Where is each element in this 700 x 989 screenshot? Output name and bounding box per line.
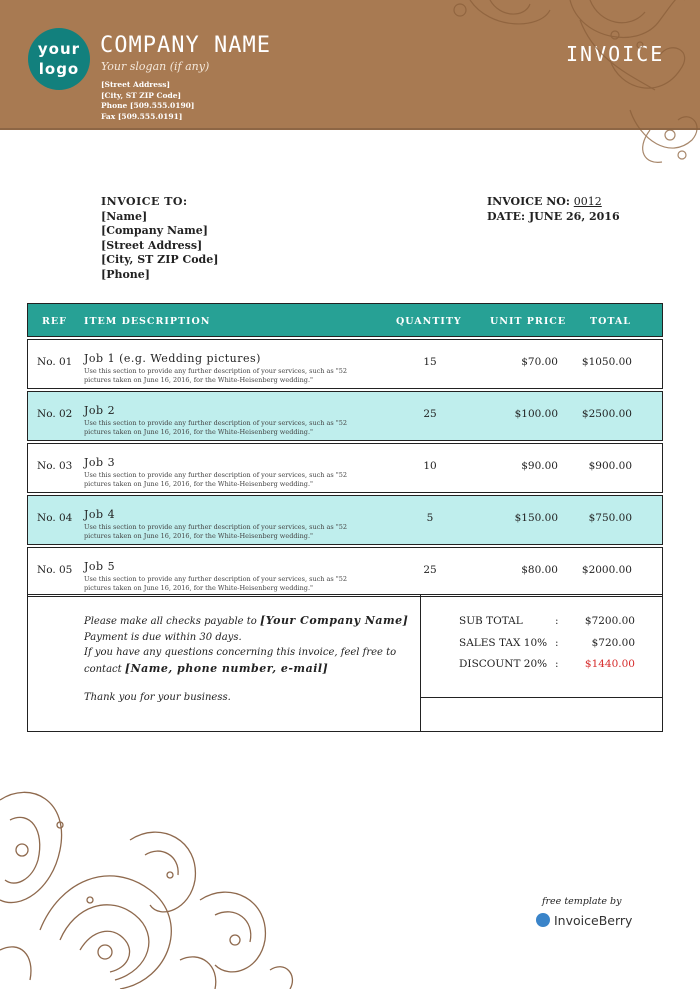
invoice-date: JUNE 26, 2016	[528, 209, 620, 223]
tax-label: SALES TAX 10%	[459, 637, 548, 649]
row-ref: No. 02	[37, 408, 73, 420]
notes-box	[27, 594, 421, 732]
notes-line-payable	[84, 613, 408, 630]
company-address	[101, 80, 194, 122]
row-job: Job 4	[84, 508, 116, 521]
notes-line-due: Payment is due within 30 days.	[84, 631, 242, 643]
invoiceberry-logo[interactable]	[536, 913, 632, 928]
address-fax: Fax [509.555.0191]	[101, 111, 183, 121]
row-description: Use this section to provide any further description of your services, such as "52 pictures taken on June 16, 2016, for the White-Heisenberg wedding."	[84, 523, 348, 540]
invoiceberry-dot-icon	[536, 913, 550, 927]
bill-to-city: [City, ST ZIP Code]	[101, 253, 219, 266]
header-ref: REF	[42, 316, 67, 327]
row-description: Use this section to provide any further description of your services, such as "52 pictures taken on June 16, 2016, for the White-Heisenberg wedding."	[84, 575, 348, 592]
row-ref: No. 01	[37, 356, 73, 368]
summary-box	[421, 594, 663, 698]
invoice-number-line	[487, 195, 620, 210]
table-row	[27, 339, 663, 389]
address-city: [City, ST ZIP Code]	[101, 90, 182, 100]
address-street: [Street Address]	[101, 80, 171, 89]
row-total: $750.00	[588, 512, 632, 524]
row-job: Job 3	[84, 456, 116, 469]
header-total: TOTAL	[590, 316, 631, 327]
notes-payable-text: Please make all checks payable to	[84, 616, 257, 627]
row-quantity: 10	[423, 460, 437, 472]
row-total: $2500.00	[581, 408, 632, 420]
row-description: Use this section to provide any further description of your services, such as "52 pictures taken on June 16, 2016, for the White-Heisenberg wedding."	[84, 471, 348, 488]
subtotal-label: SUB TOTAL	[459, 615, 523, 627]
company-slogan: Your slogan (if any)	[101, 60, 210, 73]
tax-colon: :	[555, 637, 559, 649]
paisley-ornament-bottom-icon	[0, 780, 300, 989]
table-header	[27, 303, 663, 337]
row-ref: No. 04	[37, 512, 73, 524]
company-name: COMPANY NAME	[100, 33, 271, 58]
row-description: Use this section to provide any further description of your services, such as "52 pictures taken on June 16, 2016, for the White-Heisenberg wedding."	[84, 419, 348, 436]
row-unit-price: $100.00	[514, 408, 558, 420]
invoice-title: INVOICE	[566, 42, 665, 66]
table-row	[27, 443, 663, 493]
address-phone: Phone [509.555.0190]	[101, 101, 195, 110]
row-quantity: 15	[423, 356, 437, 368]
logo	[28, 28, 90, 90]
row-job: Job 5	[84, 560, 116, 573]
row-ref: No. 03	[37, 460, 73, 472]
subtotal-value: $7200.00	[584, 615, 635, 627]
brand-name: InvoiceBerry	[554, 913, 633, 928]
logo-text-2: logo	[38, 60, 80, 78]
row-unit-price: $80.00	[521, 564, 558, 576]
subtotal-colon: :	[555, 615, 559, 627]
row-total: $2000.00	[581, 564, 632, 576]
row-quantity: 5	[426, 512, 434, 524]
header-description: ITEM DESCRIPTION	[84, 316, 211, 327]
paisley-ornament-top-icon	[430, 0, 700, 170]
table-row	[27, 495, 663, 545]
grand-total-box	[421, 698, 663, 732]
notes-contact-text: contact	[84, 663, 122, 675]
invoice-number-label: INVOICE NO:	[487, 195, 570, 208]
bill-to-name: [Name]	[101, 209, 148, 223]
notes-line-contact	[84, 661, 408, 678]
invoice-date-label: DATE:	[487, 209, 526, 223]
header-quantity: QUANTITY	[396, 316, 462, 327]
row-job: Job 1 (e.g. Wedding pictures)	[84, 352, 261, 365]
payment-notes	[84, 613, 408, 706]
logo-text-1: your	[37, 40, 81, 58]
row-total: $900.00	[588, 460, 632, 472]
notes-thanks: Thank you for your business.	[84, 692, 231, 703]
bill-to-block	[101, 195, 218, 282]
notes-line-questions: If you have any questions concerning this invoice, feel free to	[84, 647, 397, 658]
table-row	[27, 547, 663, 597]
discount-label: DISCOUNT 20%	[459, 658, 548, 670]
row-description: Use this section to provide any further description of your services, such as "52 pictures taken on June 16, 2016, for the White-Heisenberg wedding."	[84, 367, 348, 384]
items-table	[27, 303, 663, 597]
template-credit: free template by	[542, 896, 622, 907]
row-unit-price: $90.00	[521, 460, 558, 472]
discount-value: $1440.00	[584, 658, 635, 670]
bill-to-street: [Street Address]	[101, 238, 203, 252]
row-unit-price: $70.00	[521, 356, 558, 368]
row-quantity: 25	[423, 564, 437, 576]
table-row	[27, 391, 663, 441]
tax-value: $720.00	[591, 637, 635, 649]
row-unit-price: $150.00	[514, 512, 558, 524]
notes-contact-info: [Name, phone number, e-mail]	[124, 661, 329, 675]
invoice-number: 0012	[573, 195, 602, 208]
row-quantity: 25	[423, 408, 437, 420]
bill-to-phone: [Phone]	[101, 267, 151, 281]
bill-to-label: INVOICE TO:	[101, 195, 188, 208]
notes-company-name: [Your Company Name]	[260, 614, 409, 627]
row-total: $1050.00	[581, 356, 632, 368]
header-unit-price: UNIT PRICE	[490, 316, 567, 327]
discount-colon: :	[555, 658, 559, 670]
invoice-meta	[487, 195, 620, 224]
invoice-date-line	[487, 210, 620, 225]
row-ref: No. 05	[37, 564, 73, 576]
row-job: Job 2	[84, 404, 116, 417]
bill-to-company: [Company Name]	[101, 224, 208, 237]
